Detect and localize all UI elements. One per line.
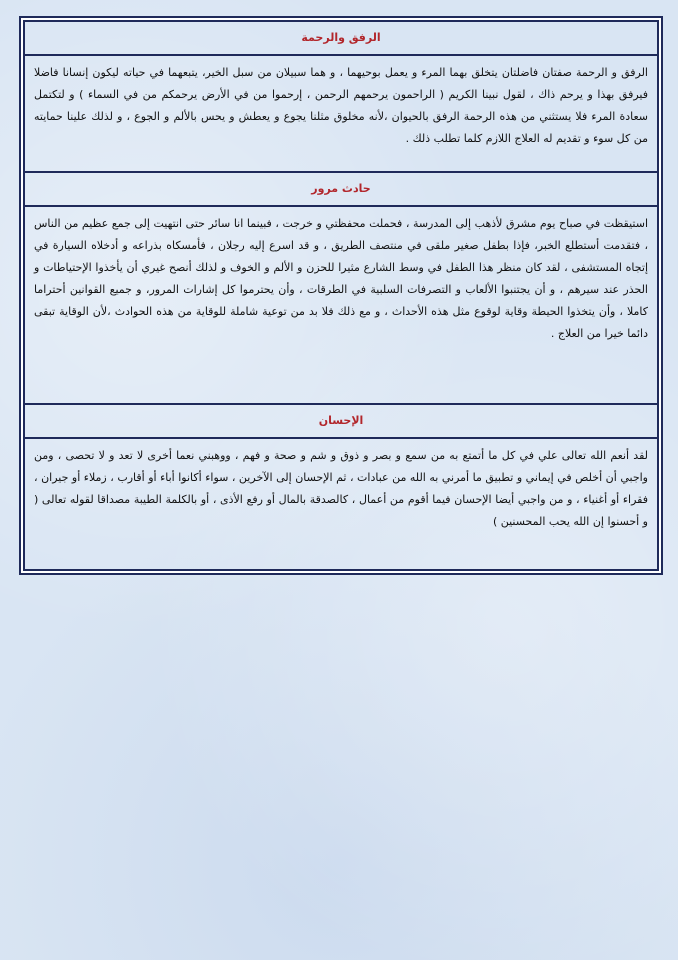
- section-title-kindness: الرفق والرحمة: [25, 22, 657, 56]
- section-body-kindness: الرفق و الرحمة صفتان فاضلتان يتخلق بهما المرء و يعمل بوحيهما ، و هما سبيلان من سبل الخير، يتبعهما في حياته ليكون إنسانا فاضلا فيرفق بهذا و يرحم ذاك ، لقول نبينا الكريم ( الراحمون يرحمهم الرحمن ، إرحموا من في الأرض يرحمكم من في السماء ) و لتكتمل سعادة المرء فلا يستثني من هذه الرحمة الرفق بالحيوان ،لأنه مخلوق مثلنا يجوع و يعطش و يحس بالألم و الجوع ، و لذلك علينا حمايته من كل سوء و تقديم له العلاج اللازم كلما تطلب ذلك .: [25, 56, 657, 173]
- section-title-benevolence: الإحسان: [25, 405, 657, 439]
- section-title-traffic-accident: حادث مرور: [25, 173, 657, 207]
- document-sheet: [19, 16, 663, 575]
- section-body-benevolence: لقد أنعم الله تعالى علي في كل ما أتمتع به من سمع و بصر و ذوق و شم و صحة و فهم ، ووهبني نعما أخرى لا تعد و لا تحصى ، ومن واجبي أن أخلص في إيماني و تطبيق ما أمرني به الله من عبادات ، ثم الإحسان إلى الآخرين ، سواء أكانوا أباء أو أقارب ، زملاء أو جيران ، فقراء أو أغنياء ، و من واجبي أيضا الإحسان فيما أقوم من أعمال ، كالصدقة بالمال أو رفع الأذى ، أو بالكلمة الطيبة مصداقا لقوله تعالى ( و أحسنوا إن الله يحب المحسنين ): [34, 449, 648, 528]
- document-frame: [24, 21, 658, 570]
- section-body-traffic-accident: استيقظت في صباح يوم مشرق لأذهب إلى المدرسة ، فحملت محفظتي و خرجت ، فبينما انا سائر حتى انتهيت إلى جمع عظيم من الناس ، فتقدمت أستطلع الخبر، فإذا بطفل صغير ملقى في منتصف الطريق ، و قد اسرع إليه رجلان ، فأمسكاه بذراعه و أدخلاه السيارة في إتجاه المستشفى ، لقد كان منظر هذا الطفل في وسط الشارع مثيرا للحزن و الألم و الخوف و لذلك أنصح غيري أن يأخذوا الإحتياطات و الحذر عند سيرهم ، و أن يجتنبوا الألعاب و التصرفات السلبية في الطرقات ، وأن يحترموا كل إشارات المرور، و جميع القوانين أحتراما كاملا ، وأن يتخذوا الحيطة وقاية لوقوع مثل هذه الأحداث ، و مع ذلك فلا بد من توعية شاملة للوقاية من هذه الحوادث ،لأن الوقاية تبقى دائما خيرا من العلاج .: [25, 207, 657, 405]
